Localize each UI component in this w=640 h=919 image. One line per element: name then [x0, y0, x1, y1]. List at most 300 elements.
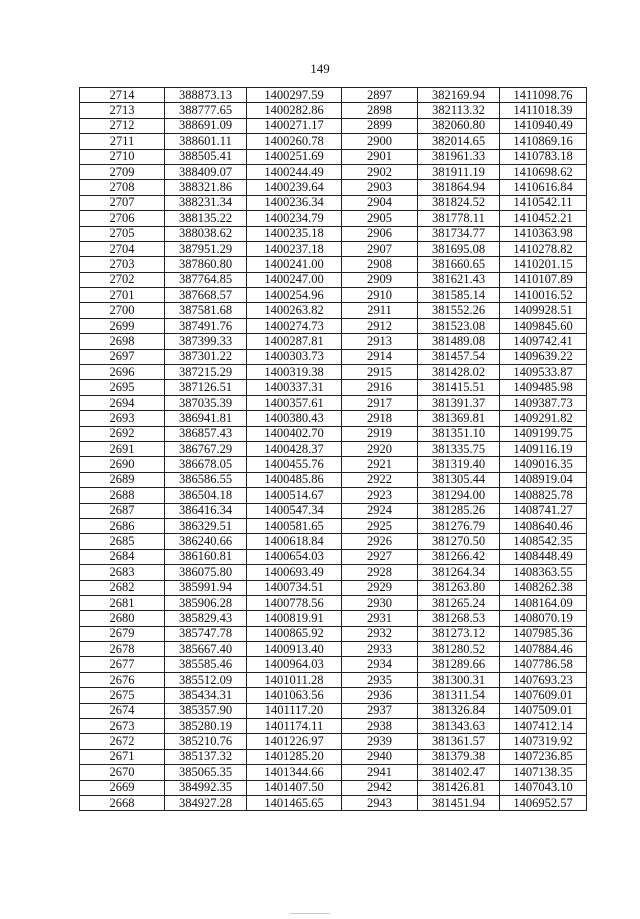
- point-number-right: 2898: [342, 103, 418, 118]
- point-number-right: 2929: [342, 580, 418, 595]
- point-number-right: 2922: [342, 472, 418, 487]
- x-coordinate-right: 381280.52: [418, 642, 500, 657]
- x-coordinate-left: 384992.35: [165, 780, 247, 795]
- point-number-left: 2711: [80, 134, 165, 149]
- x-coordinate-right: 381489.08: [418, 334, 500, 349]
- y-coordinate-left: 1400913.40: [247, 642, 342, 657]
- point-number-right: 2941: [342, 765, 418, 780]
- y-coordinate-right: 1408640.46: [500, 518, 587, 533]
- point-number-right: 2928: [342, 565, 418, 580]
- x-coordinate-right: 381961.33: [418, 149, 500, 164]
- point-number-left: 2701: [80, 288, 165, 303]
- x-coordinate-right: 381294.00: [418, 488, 500, 503]
- point-number-right: 2899: [342, 118, 418, 133]
- y-coordinate-right: 1409387.73: [500, 395, 587, 410]
- y-coordinate-left: 1400271.17: [247, 118, 342, 133]
- table-row: [80, 303, 587, 318]
- y-coordinate-right: 1407509.01: [500, 703, 587, 718]
- x-coordinate-left: 386240.66: [165, 534, 247, 549]
- table-row: [80, 688, 587, 703]
- x-coordinate-right: 381326.84: [418, 703, 500, 718]
- x-coordinate-left: 387301.22: [165, 349, 247, 364]
- point-number-left: 2694: [80, 395, 165, 410]
- point-number-right: 2903: [342, 180, 418, 195]
- y-coordinate-left: 1400237.18: [247, 241, 342, 256]
- y-coordinate-left: 1400239.64: [247, 180, 342, 195]
- y-coordinate-right: 1408070.19: [500, 611, 587, 626]
- x-coordinate-left: 386329.51: [165, 518, 247, 533]
- x-coordinate-left: 388231.34: [165, 195, 247, 210]
- table-row: [80, 134, 587, 149]
- y-coordinate-left: 1400260.78: [247, 134, 342, 149]
- point-number-right: 2925: [342, 518, 418, 533]
- point-number-left: 2670: [80, 765, 165, 780]
- y-coordinate-left: 1401011.28: [247, 672, 342, 687]
- x-coordinate-left: 388601.11: [165, 134, 247, 149]
- point-number-right: 2939: [342, 734, 418, 749]
- y-coordinate-right: 1411098.76: [500, 88, 587, 103]
- x-coordinate-right: 381351.10: [418, 426, 500, 441]
- y-coordinate-right: 1409016.35: [500, 457, 587, 472]
- x-coordinate-left: 387215.29: [165, 365, 247, 380]
- point-number-left: 2681: [80, 595, 165, 610]
- y-coordinate-right: 1406952.57: [500, 795, 587, 810]
- point-number-left: 2682: [80, 580, 165, 595]
- point-number-right: 2937: [342, 703, 418, 718]
- x-coordinate-left: 385065.35: [165, 765, 247, 780]
- y-coordinate-right: 1407319.92: [500, 734, 587, 749]
- point-number-left: 2695: [80, 380, 165, 395]
- point-number-left: 2704: [80, 241, 165, 256]
- point-number-right: 2924: [342, 503, 418, 518]
- point-number-right: 2921: [342, 457, 418, 472]
- y-coordinate-right: 1410201.15: [500, 257, 587, 272]
- table-row: [80, 349, 587, 364]
- x-coordinate-left: 387126.51: [165, 380, 247, 395]
- table-row: [80, 719, 587, 734]
- x-coordinate-left: 388777.65: [165, 103, 247, 118]
- x-coordinate-right: 381379.38: [418, 749, 500, 764]
- point-number-right: 2933: [342, 642, 418, 657]
- y-coordinate-left: 1400337.31: [247, 380, 342, 395]
- point-number-right: 2927: [342, 549, 418, 564]
- y-coordinate-left: 1400514.67: [247, 488, 342, 503]
- y-coordinate-left: 1400234.79: [247, 211, 342, 226]
- y-coordinate-left: 1400865.92: [247, 626, 342, 641]
- x-coordinate-left: 388321.86: [165, 180, 247, 195]
- x-coordinate-left: 388135.22: [165, 211, 247, 226]
- x-coordinate-right: 381319.40: [418, 457, 500, 472]
- y-coordinate-right: 1410107.89: [500, 272, 587, 287]
- x-coordinate-right: 381361.57: [418, 734, 500, 749]
- table-row: [80, 642, 587, 657]
- point-number-right: 2917: [342, 395, 418, 410]
- point-number-right: 2918: [342, 411, 418, 426]
- y-coordinate-left: 1400654.03: [247, 549, 342, 564]
- point-number-left: 2689: [80, 472, 165, 487]
- y-coordinate-left: 1400282.86: [247, 103, 342, 118]
- x-coordinate-left: 385667.40: [165, 642, 247, 657]
- x-coordinate-left: 385280.19: [165, 719, 247, 734]
- table-row: [80, 118, 587, 133]
- x-coordinate-left: 386586.55: [165, 472, 247, 487]
- table-row: [80, 580, 587, 595]
- y-coordinate-left: 1400819.91: [247, 611, 342, 626]
- table-row: [80, 626, 587, 641]
- y-coordinate-right: 1409742.41: [500, 334, 587, 349]
- table-row: [80, 272, 587, 287]
- point-number-right: 2935: [342, 672, 418, 687]
- point-number-left: 2714: [80, 88, 165, 103]
- y-coordinate-left: 1400263.82: [247, 303, 342, 318]
- table-row: [80, 380, 587, 395]
- coordinates-table-body: [80, 88, 587, 811]
- y-coordinate-left: 1400380.43: [247, 411, 342, 426]
- footer-mark: [290, 913, 330, 914]
- y-coordinate-left: 1401063.56: [247, 688, 342, 703]
- point-number-left: 2696: [80, 365, 165, 380]
- y-coordinate-right: 1409533.87: [500, 365, 587, 380]
- table-row: [80, 164, 587, 179]
- x-coordinate-left: 384927.28: [165, 795, 247, 810]
- y-coordinate-left: 1400241.00: [247, 257, 342, 272]
- y-coordinate-left: 1400254.96: [247, 288, 342, 303]
- y-coordinate-right: 1408164.09: [500, 595, 587, 610]
- point-number-left: 2697: [80, 349, 165, 364]
- table-row: [80, 103, 587, 118]
- y-coordinate-right: 1409639.22: [500, 349, 587, 364]
- x-coordinate-left: 386767.29: [165, 441, 247, 456]
- table-row: [80, 780, 587, 795]
- point-number-right: 2904: [342, 195, 418, 210]
- x-coordinate-left: 387764.85: [165, 272, 247, 287]
- x-coordinate-right: 381391.37: [418, 395, 500, 410]
- x-coordinate-right: 381824.52: [418, 195, 500, 210]
- y-coordinate-left: 1400455.76: [247, 457, 342, 472]
- table-row: [80, 180, 587, 195]
- x-coordinate-right: 381268.53: [418, 611, 500, 626]
- point-number-left: 2679: [80, 626, 165, 641]
- y-coordinate-left: 1400274.73: [247, 318, 342, 333]
- point-number-right: 2931: [342, 611, 418, 626]
- point-number-left: 2693: [80, 411, 165, 426]
- x-coordinate-right: 381552.26: [418, 303, 500, 318]
- y-coordinate-left: 1401174.11: [247, 719, 342, 734]
- x-coordinate-left: 385991.94: [165, 580, 247, 595]
- point-number-left: 2700: [80, 303, 165, 318]
- y-coordinate-left: 1400778.56: [247, 595, 342, 610]
- point-number-right: 2938: [342, 719, 418, 734]
- x-coordinate-left: 387668.57: [165, 288, 247, 303]
- table-row: [80, 611, 587, 626]
- x-coordinate-left: 385906.28: [165, 595, 247, 610]
- x-coordinate-right: 381266.42: [418, 549, 500, 564]
- y-coordinate-right: 1408825.78: [500, 488, 587, 503]
- y-coordinate-left: 1400428.37: [247, 441, 342, 456]
- y-coordinate-right: 1410542.11: [500, 195, 587, 210]
- table-row: [80, 503, 587, 518]
- x-coordinate-right: 381343.63: [418, 719, 500, 734]
- point-number-right: 2942: [342, 780, 418, 795]
- table-row: [80, 657, 587, 672]
- point-number-right: 2916: [342, 380, 418, 395]
- table-row: [80, 549, 587, 564]
- point-number-left: 2675: [80, 688, 165, 703]
- y-coordinate-right: 1407693.23: [500, 672, 587, 687]
- table-row: [80, 411, 587, 426]
- point-number-right: 2913: [342, 334, 418, 349]
- table-row: [80, 795, 587, 810]
- table-row: [80, 518, 587, 533]
- x-coordinate-left: 386857.43: [165, 426, 247, 441]
- x-coordinate-right: 381426.81: [418, 780, 500, 795]
- y-coordinate-right: 1409845.60: [500, 318, 587, 333]
- y-coordinate-right: 1408448.49: [500, 549, 587, 564]
- x-coordinate-left: 385434.31: [165, 688, 247, 703]
- x-coordinate-left: 385512.09: [165, 672, 247, 687]
- x-coordinate-right: 381285.26: [418, 503, 500, 518]
- y-coordinate-left: 1400547.34: [247, 503, 342, 518]
- x-coordinate-left: 388038.62: [165, 226, 247, 241]
- x-coordinate-right: 381263.80: [418, 580, 500, 595]
- point-number-right: 2914: [342, 349, 418, 364]
- table-row: [80, 241, 587, 256]
- point-number-right: 2930: [342, 595, 418, 610]
- point-number-left: 2713: [80, 103, 165, 118]
- x-coordinate-left: 385357.90: [165, 703, 247, 718]
- table-row: [80, 472, 587, 487]
- y-coordinate-left: 1400251.69: [247, 149, 342, 164]
- y-coordinate-left: 1400734.51: [247, 580, 342, 595]
- x-coordinate-right: 381305.44: [418, 472, 500, 487]
- y-coordinate-left: 1400297.59: [247, 88, 342, 103]
- y-coordinate-right: 1408741.27: [500, 503, 587, 518]
- y-coordinate-right: 1407236.85: [500, 749, 587, 764]
- point-number-left: 2698: [80, 334, 165, 349]
- point-number-right: 2915: [342, 365, 418, 380]
- point-number-right: 2934: [342, 657, 418, 672]
- x-coordinate-left: 385210.76: [165, 734, 247, 749]
- y-coordinate-left: 1400235.18: [247, 226, 342, 241]
- y-coordinate-left: 1401117.20: [247, 703, 342, 718]
- y-coordinate-left: 1400402.70: [247, 426, 342, 441]
- x-coordinate-right: 381369.81: [418, 411, 500, 426]
- x-coordinate-right: 381300.31: [418, 672, 500, 687]
- coordinates-table: [79, 87, 587, 811]
- table-row: [80, 703, 587, 718]
- table-row: [80, 749, 587, 764]
- table-row: [80, 457, 587, 472]
- table-row: [80, 288, 587, 303]
- y-coordinate-right: 1411018.39: [500, 103, 587, 118]
- x-coordinate-right: 381621.43: [418, 272, 500, 287]
- y-coordinate-right: 1409291.82: [500, 411, 587, 426]
- x-coordinate-left: 387035.39: [165, 395, 247, 410]
- x-coordinate-left: 385747.78: [165, 626, 247, 641]
- point-number-right: 2911: [342, 303, 418, 318]
- point-number-left: 2669: [80, 780, 165, 795]
- point-number-left: 2687: [80, 503, 165, 518]
- x-coordinate-right: 381585.14: [418, 288, 500, 303]
- table-row: [80, 565, 587, 580]
- x-coordinate-left: 388873.13: [165, 88, 247, 103]
- x-coordinate-right: 382169.94: [418, 88, 500, 103]
- table-row: [80, 488, 587, 503]
- x-coordinate-left: 386075.80: [165, 565, 247, 580]
- x-coordinate-left: 387399.33: [165, 334, 247, 349]
- x-coordinate-left: 385829.43: [165, 611, 247, 626]
- x-coordinate-left: 388409.07: [165, 164, 247, 179]
- y-coordinate-right: 1410940.49: [500, 118, 587, 133]
- point-number-right: 2936: [342, 688, 418, 703]
- x-coordinate-right: 381264.34: [418, 565, 500, 580]
- y-coordinate-right: 1407138.35: [500, 765, 587, 780]
- table-row: [80, 318, 587, 333]
- point-number-right: 2906: [342, 226, 418, 241]
- point-number-left: 2707: [80, 195, 165, 210]
- y-coordinate-left: 1400581.65: [247, 518, 342, 533]
- x-coordinate-right: 381778.11: [418, 211, 500, 226]
- point-number-right: 2907: [342, 241, 418, 256]
- table-row: [80, 595, 587, 610]
- y-coordinate-right: 1409116.19: [500, 441, 587, 456]
- point-number-right: 2919: [342, 426, 418, 441]
- x-coordinate-left: 388505.41: [165, 149, 247, 164]
- point-number-left: 2686: [80, 518, 165, 533]
- x-coordinate-right: 381273.12: [418, 626, 500, 641]
- point-number-left: 2672: [80, 734, 165, 749]
- x-coordinate-right: 381402.47: [418, 765, 500, 780]
- table-row: [80, 395, 587, 410]
- x-coordinate-left: 386416.34: [165, 503, 247, 518]
- x-coordinate-left: 386160.81: [165, 549, 247, 564]
- x-coordinate-right: 381451.94: [418, 795, 500, 810]
- point-number-right: 2926: [342, 534, 418, 549]
- point-number-left: 2685: [80, 534, 165, 549]
- y-coordinate-left: 1400618.84: [247, 534, 342, 549]
- y-coordinate-right: 1409928.51: [500, 303, 587, 318]
- table-row: [80, 334, 587, 349]
- point-number-left: 2691: [80, 441, 165, 456]
- y-coordinate-left: 1401285.20: [247, 749, 342, 764]
- y-coordinate-right: 1408919.04: [500, 472, 587, 487]
- x-coordinate-left: 385585.46: [165, 657, 247, 672]
- point-number-left: 2677: [80, 657, 165, 672]
- point-number-left: 2680: [80, 611, 165, 626]
- y-coordinate-left: 1400319.38: [247, 365, 342, 380]
- x-coordinate-left: 386678.05: [165, 457, 247, 472]
- x-coordinate-right: 381911.19: [418, 164, 500, 179]
- point-number-left: 2710: [80, 149, 165, 164]
- x-coordinate-right: 381270.50: [418, 534, 500, 549]
- table-row: [80, 672, 587, 687]
- x-coordinate-right: 381695.08: [418, 241, 500, 256]
- point-number-right: 2905: [342, 211, 418, 226]
- x-coordinate-left: 388691.09: [165, 118, 247, 133]
- y-coordinate-left: 1400357.61: [247, 395, 342, 410]
- x-coordinate-right: 381523.08: [418, 318, 500, 333]
- y-coordinate-right: 1410452.21: [500, 211, 587, 226]
- y-coordinate-right: 1410278.82: [500, 241, 587, 256]
- x-coordinate-left: 386504.18: [165, 488, 247, 503]
- table-row: [80, 365, 587, 380]
- x-coordinate-right: 382060.80: [418, 118, 500, 133]
- x-coordinate-right: 381428.02: [418, 365, 500, 380]
- y-coordinate-left: 1400303.73: [247, 349, 342, 364]
- table-row: [80, 211, 587, 226]
- point-number-left: 2678: [80, 642, 165, 657]
- x-coordinate-left: 386941.81: [165, 411, 247, 426]
- y-coordinate-right: 1409485.98: [500, 380, 587, 395]
- y-coordinate-right: 1407884.46: [500, 642, 587, 657]
- table-row: [80, 226, 587, 241]
- x-coordinate-left: 385137.32: [165, 749, 247, 764]
- point-number-right: 2943: [342, 795, 418, 810]
- table-row: [80, 195, 587, 210]
- table-row: [80, 88, 587, 103]
- point-number-left: 2699: [80, 318, 165, 333]
- y-coordinate-right: 1410783.18: [500, 149, 587, 164]
- y-coordinate-left: 1400485.86: [247, 472, 342, 487]
- y-coordinate-left: 1400236.34: [247, 195, 342, 210]
- point-number-left: 2688: [80, 488, 165, 503]
- point-number-right: 2901: [342, 149, 418, 164]
- y-coordinate-left: 1400693.49: [247, 565, 342, 580]
- x-coordinate-left: 387581.68: [165, 303, 247, 318]
- table-row: [80, 149, 587, 164]
- point-number-left: 2690: [80, 457, 165, 472]
- point-number-left: 2706: [80, 211, 165, 226]
- point-number-left: 2671: [80, 749, 165, 764]
- point-number-right: 2910: [342, 288, 418, 303]
- x-coordinate-right: 381864.94: [418, 180, 500, 195]
- x-coordinate-right: 382113.32: [418, 103, 500, 118]
- x-coordinate-right: 381265.24: [418, 595, 500, 610]
- point-number-right: 2932: [342, 626, 418, 641]
- x-coordinate-left: 387860.80: [165, 257, 247, 272]
- point-number-left: 2676: [80, 672, 165, 687]
- point-number-right: 2902: [342, 164, 418, 179]
- x-coordinate-right: 381457.54: [418, 349, 500, 364]
- x-coordinate-left: 387491.76: [165, 318, 247, 333]
- y-coordinate-left: 1401226.97: [247, 734, 342, 749]
- point-number-left: 2674: [80, 703, 165, 718]
- x-coordinate-right: 381335.75: [418, 441, 500, 456]
- y-coordinate-right: 1407985.36: [500, 626, 587, 641]
- point-number-right: 2908: [342, 257, 418, 272]
- y-coordinate-right: 1410016.52: [500, 288, 587, 303]
- table-row: [80, 734, 587, 749]
- y-coordinate-left: 1401407.50: [247, 780, 342, 795]
- table-row: [80, 257, 587, 272]
- x-coordinate-right: 381311.54: [418, 688, 500, 703]
- y-coordinate-right: 1408363.55: [500, 565, 587, 580]
- point-number-left: 2709: [80, 164, 165, 179]
- y-coordinate-left: 1401344.66: [247, 765, 342, 780]
- y-coordinate-right: 1407412.14: [500, 719, 587, 734]
- y-coordinate-right: 1407609.01: [500, 688, 587, 703]
- y-coordinate-left: 1400247.00: [247, 272, 342, 287]
- point-number-left: 2708: [80, 180, 165, 195]
- table-row: [80, 441, 587, 456]
- point-number-right: 2900: [342, 134, 418, 149]
- table-row: [80, 765, 587, 780]
- x-coordinate-right: 381276.79: [418, 518, 500, 533]
- y-coordinate-right: 1410616.84: [500, 180, 587, 195]
- point-number-right: 2912: [342, 318, 418, 333]
- x-coordinate-right: 381289.66: [418, 657, 500, 672]
- point-number-left: 2668: [80, 795, 165, 810]
